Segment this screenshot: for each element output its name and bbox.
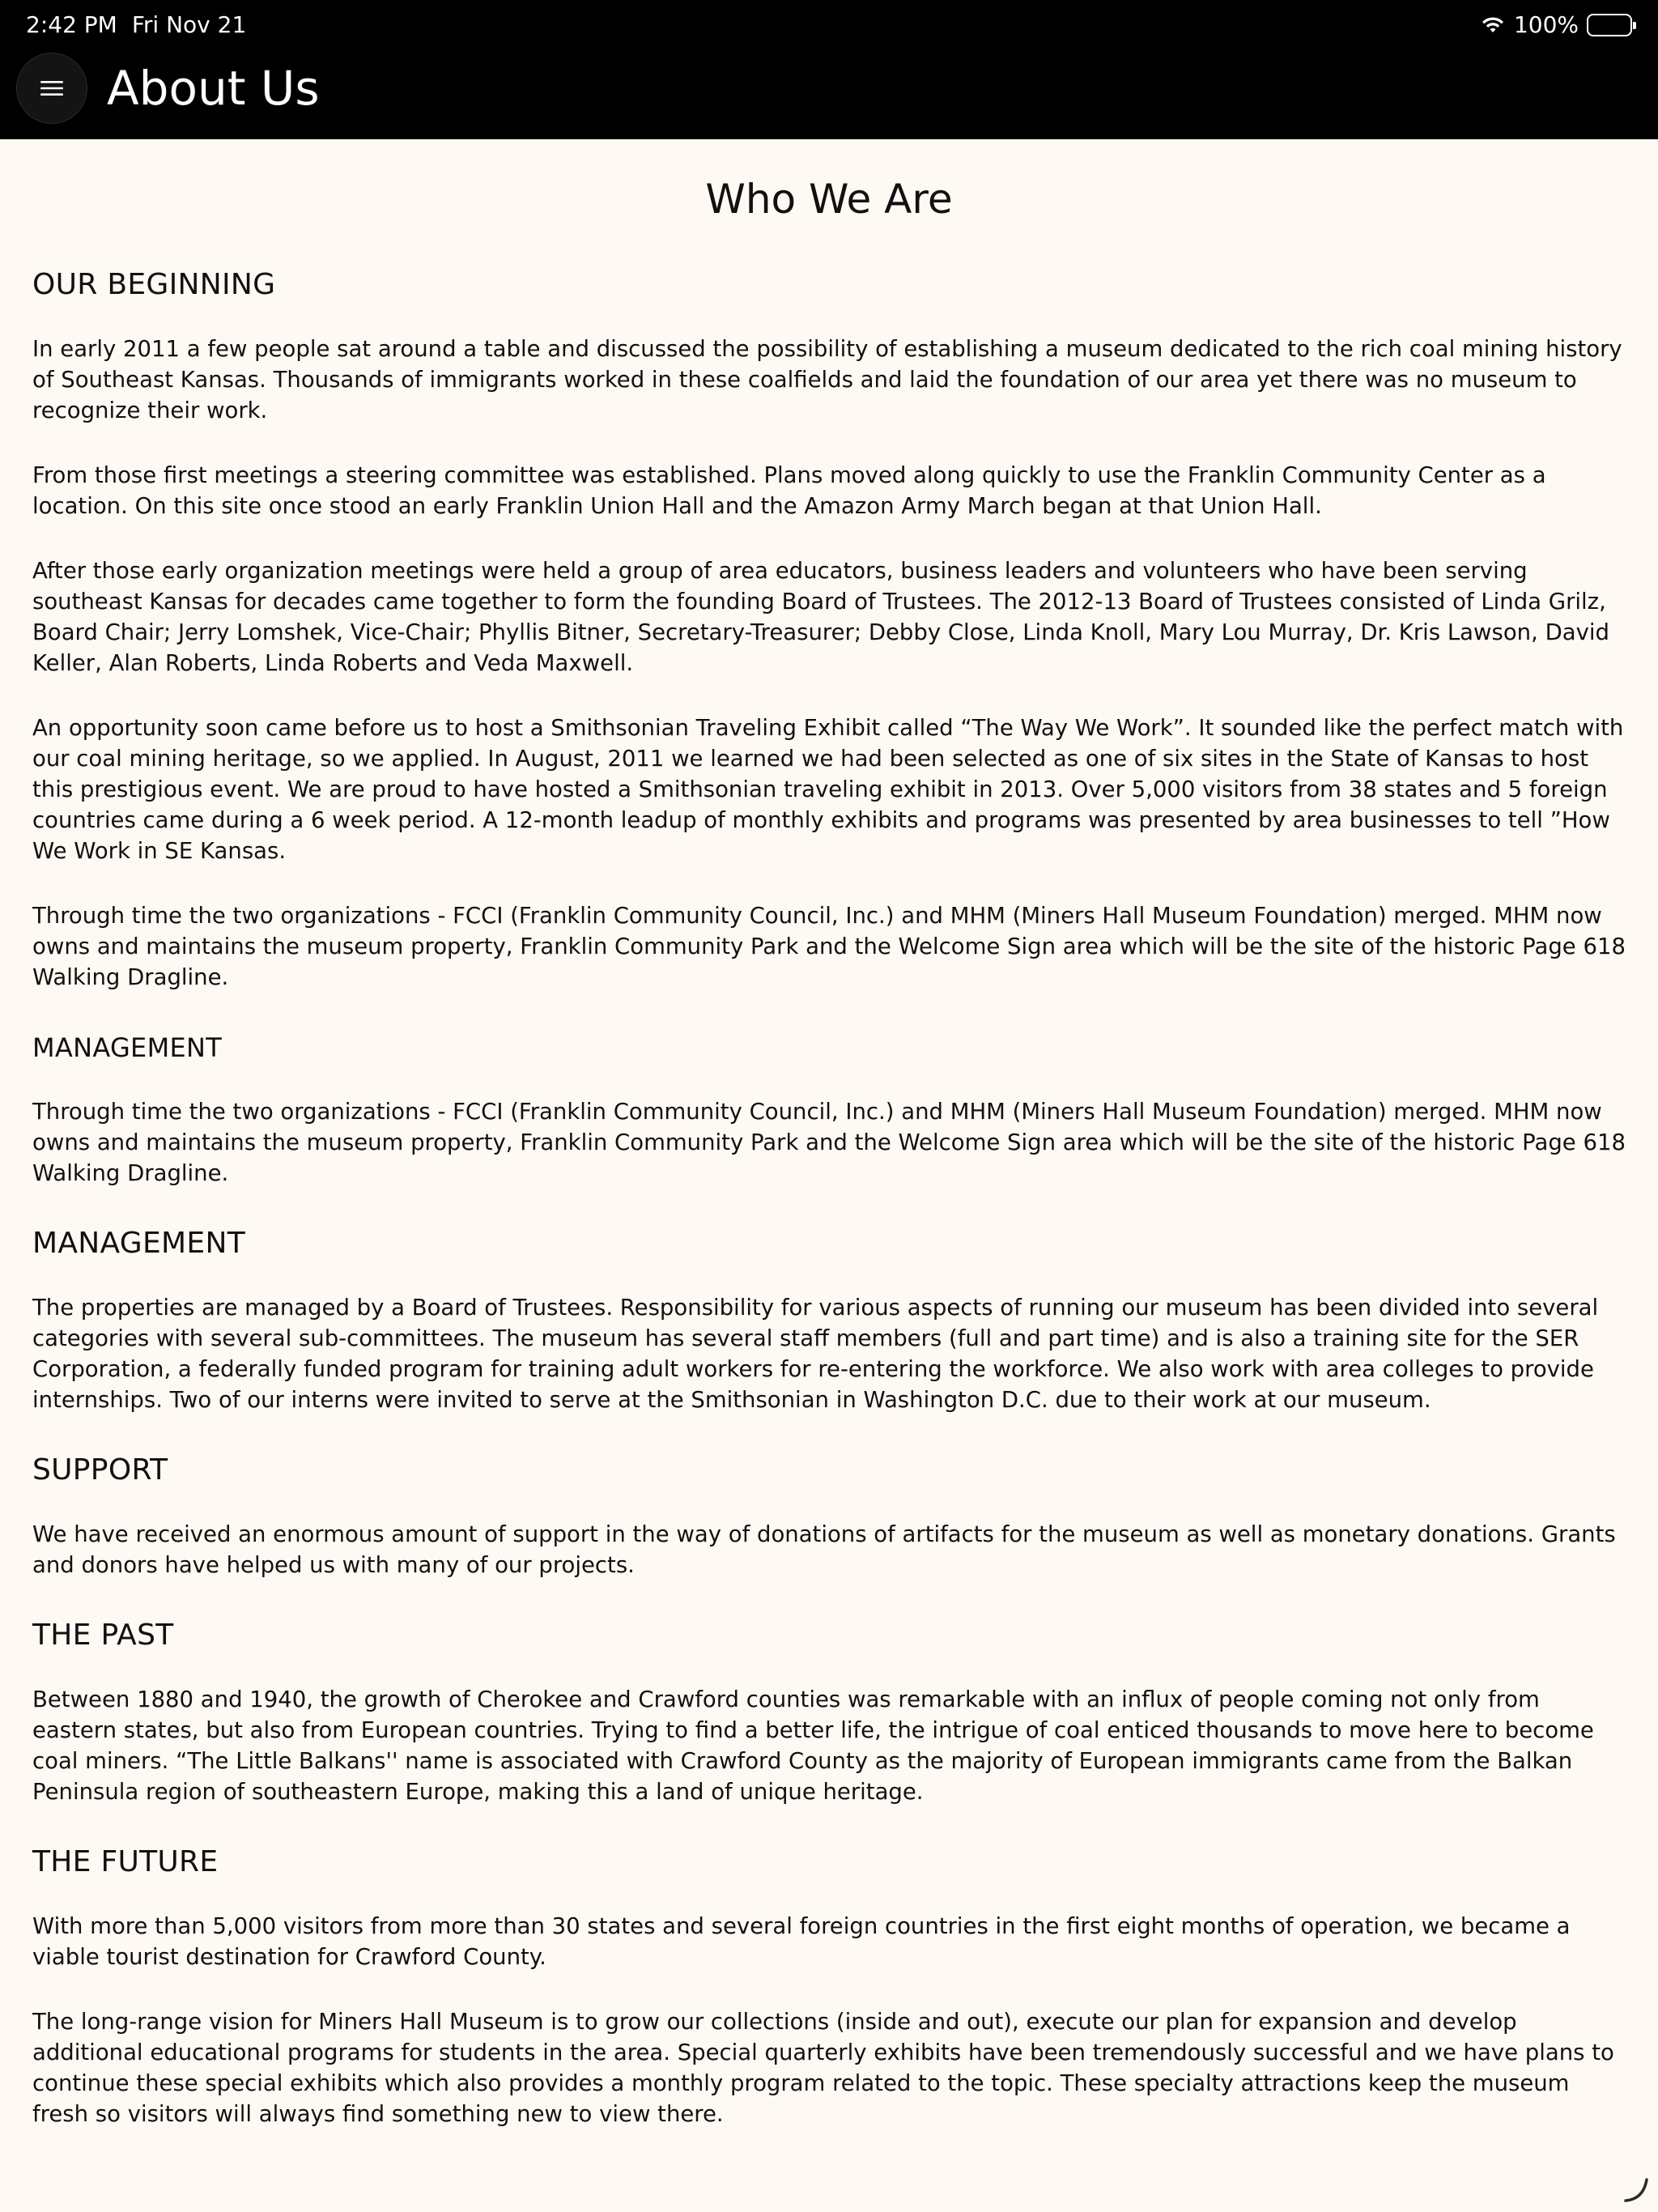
scroll-indicator-icon xyxy=(1622,2176,1650,2204)
paragraph: From those first meetings a steering committee was established. Plans moved along quickly to use the Franklin Community Center as a location. On this site once stood an early Franklin Union Hall and the Amazon Army March began at that Union Hall. xyxy=(32,462,1546,519)
heading-our-beginning: OUR BEGINNING xyxy=(32,268,276,301)
paragraph: An opportunity soon came before us to host a Smithsonian Traveling Exhibit called “The Way We Work”. It sounded like the perfect match with our coal mining heritage, so we applied. In August, 2011 we learned we had been selected as one of six sites in the State of Kansas to host this prestigious event. We are proud to have hosted a Smithsonian traveling exhibit in 2013. Over 5,000 visitors from 38 states and 5 foreign countries came during a 6 week period. A 12-month leadup of monthly exhibits and programs was presented by area businesses to tell ”How We Work in SE Kansas. xyxy=(32,715,1624,864)
paragraph: Through time the two organizations - FCCI (Franklin Community Council, Inc.) and MHM (Miners Hall Museum Foundation) merged. MHM now owns and maintains the museum property, Franklin Community Park and the Welcome Sign area which will be the site of the historic Page 618 Walking Dragline. xyxy=(32,1099,1626,1186)
top-bar xyxy=(0,0,1658,139)
heading-management: MANAGEMENT xyxy=(32,1227,245,1260)
menu-button[interactable] xyxy=(16,53,87,124)
page-title: About Us xyxy=(107,61,320,116)
status-bar-left xyxy=(26,11,246,38)
section-title: Who We Are xyxy=(705,176,953,223)
wifi-icon xyxy=(1480,15,1506,35)
paragraph: Through time the two organizations - FCCI (Franklin Community Council, Inc.) and MHM (Miners Hall Museum Foundation) merged. MHM now owns and maintains the museum property, Franklin Community Park and the Welcome Sign area which will be the site of the historic Page 618 Walking Dragline. xyxy=(32,903,1626,990)
heading-support: SUPPORT xyxy=(32,1453,168,1487)
status-bar-right xyxy=(1480,11,1632,38)
heading-management-small: MANAGEMENT xyxy=(32,1032,223,1063)
status-time: 2:42 PM xyxy=(26,11,117,38)
about-content xyxy=(32,139,1626,2129)
paragraph: Between 1880 and 1940, the growth of Cherokee and Crawford counties was remarkable with an influx of people coming not only from eastern states, but also from European countries. Trying to find a better life, the intrigue of coal enticed thousands to move here to become coal miners. “The Little Balkans'' name is associated with Crawford County as the majority of European immigrants came from the Balkan Peninsula region of southeastern Europe, making this a land of unique heritage. xyxy=(32,1687,1594,1805)
hamburger-menu-icon xyxy=(40,79,64,98)
status-date: Fri Nov 21 xyxy=(131,11,247,38)
paragraph: The long-range vision for Miners Hall Museum is to grow our collections (inside and out), execute our plan for expansion and develop additional educational programs for students in the area. Special quarterly exhibits have been tremendously successful and we have plans to continue these special exhibits which also provides a monthly program related to the topic. These specialty attractions keep the museum fresh so visitors will always find something new to view there. xyxy=(32,2009,1614,2127)
heading-the-future: THE FUTURE xyxy=(32,1845,219,1878)
battery-percent: 100% xyxy=(1513,11,1579,38)
paragraph: The properties are managed by a Board of Trustees. Responsibility for various aspects of running our museum has been divided into several categories with several sub-committees. The museum has several staff members (full and part time) and is also a training site for the SER Corporation, a federally funded program for training adult workers for re-entering the workforce. We also work with area colleges to provide internships. Two of our interns were invited to serve at the Smithsonian in Washington D.C. due to their work at our museum. xyxy=(32,1295,1599,1413)
heading-the-past: THE PAST xyxy=(32,1619,174,1652)
paragraph: With more than 5,000 visitors from more than 30 states and several foreign countries in the first eight months of operation, we became a viable tourist destination for Crawford County. xyxy=(32,1913,1571,1970)
paragraph: We have received an enormous amount of support in the way of donations of artifacts for the museum as well as monetary donations. Grants and donors have helped us with many of our projects. xyxy=(32,1521,1616,1578)
paragraph: In early 2011 a few people sat around a table and discussed the possibility of establishing a museum dedicated to the rich coal mining history of Southeast Kansas. Thousands of immigrants worked in these coalfields and laid the foundation of our area yet there was no museum to recognize their work. xyxy=(32,336,1622,423)
paragraph: After those early organization meetings were held a group of area educators, business leaders and volunteers who have been serving southeast Kansas for decades came together to form the founding Board of Trustees. The 2012-13 Board of Trustees consisted of Linda Grilz, Board Chair; Jerry Lomshek, Vice-Chair; Phyllis Bitner, Secretary-Treasurer; Debby Close, Linda Knoll, Mary Lou Murray, Dr. Kris Lawson, David Keller, Alan Roberts, Linda Roberts and Veda Maxwell. xyxy=(32,558,1609,676)
battery-icon xyxy=(1587,14,1632,36)
